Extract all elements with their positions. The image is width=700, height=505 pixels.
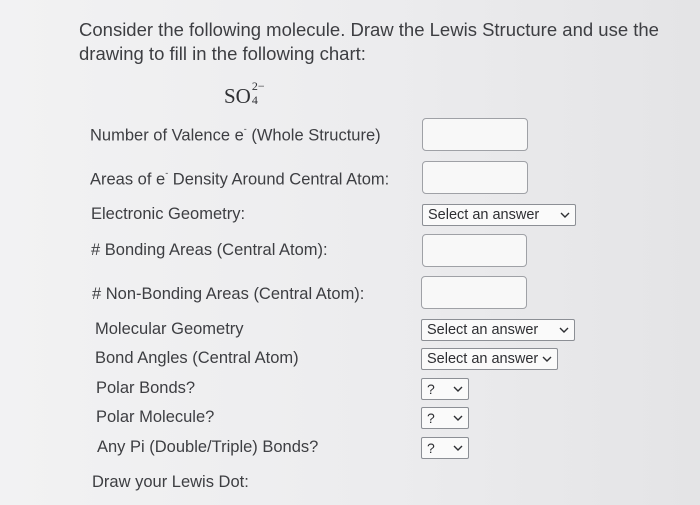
pi-bonds-value: ?: [427, 440, 435, 456]
nonbonding-areas-label: # Non-Bonding Areas (Central Atom):: [92, 285, 365, 303]
formula-base: SO: [224, 84, 251, 108]
bonding-areas-input[interactable]: [422, 234, 527, 267]
electronic-geometry-label: Electronic Geometry:: [91, 205, 246, 223]
polar-molecule-select[interactable]: [421, 407, 469, 429]
polar-molecule-value: ?: [427, 410, 435, 426]
chevron-down-icon: [558, 320, 570, 340]
molecular-geometry-label: Molecular Geometry: [95, 320, 244, 338]
polar-molecule-label: Polar Molecule?: [96, 408, 215, 426]
valence-electrons-input[interactable]: [422, 118, 528, 151]
polar-bonds-value: ?: [427, 381, 435, 397]
bonding-areas-label: # Bonding Areas (Central Atom):: [91, 241, 328, 259]
nonbonding-areas-input[interactable]: [421, 276, 527, 309]
formula-scripts: [251, 79, 277, 107]
chevron-down-icon: [559, 205, 571, 225]
molecule-formula: [224, 79, 277, 109]
bond-angles-value: Select an answer: [427, 351, 539, 367]
polar-bonds-label: Polar Bonds?: [96, 379, 196, 397]
polar-bonds-select[interactable]: [421, 378, 469, 400]
pi-bonds-label: Any Pi (Double/Triple) Bonds?: [97, 438, 319, 456]
electron-density-areas-label: Areas of e- Density Around Central Atom:: [90, 168, 390, 189]
molecular-geometry-value: Select an answer: [427, 322, 539, 338]
electronic-geometry-value: Select an answer: [428, 207, 540, 223]
electronic-geometry-select[interactable]: [422, 204, 576, 226]
molecular-geometry-select[interactable]: [421, 319, 575, 341]
question-intro: Consider the following molecule. Draw the Lewis Structure and use the drawing to fill in the following chart:: [79, 19, 659, 64]
chevron-down-icon: [452, 438, 464, 458]
bond-angles-select[interactable]: [421, 348, 558, 370]
pi-bonds-select[interactable]: [421, 437, 469, 459]
chevron-down-icon: [452, 408, 464, 428]
lewis-dot-label: Draw your Lewis Dot:: [92, 473, 249, 491]
chevron-down-icon: [541, 349, 553, 369]
valence-electrons-label: Number of Valence e- (Whole Structure): [90, 124, 381, 145]
formula-subscript: 4: [251, 93, 258, 107]
chevron-down-icon: [452, 379, 464, 399]
formula-charge: 2−: [251, 79, 265, 93]
bond-angles-label: Bond Angles (Central Atom): [95, 349, 299, 367]
electron-density-areas-input[interactable]: [422, 161, 528, 194]
